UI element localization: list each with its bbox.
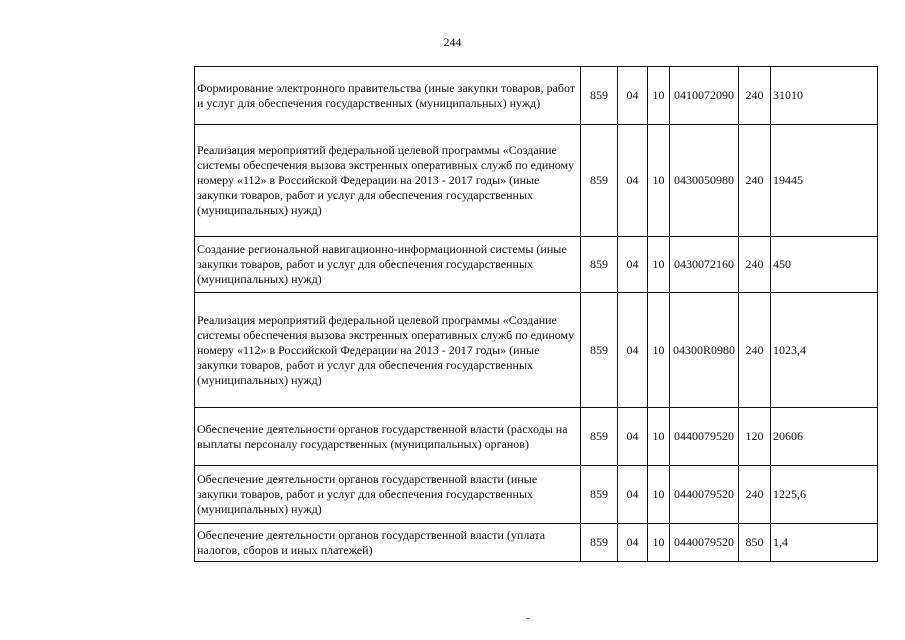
target-article-code: 0430072160 [670,237,739,293]
row-description: Формирование электронного правительства (иные закупки товаров, работ и услуг для обеспечения государственных (муниципальных) нужд) [195,67,581,125]
row-description: Создание региональной навигационно-информационной системы (иные закупки товаров, работ и услуг для обеспечения государственных (муниципальных) нужд) [195,237,581,293]
amount: 1,4 [771,524,878,562]
table-row [195,237,878,293]
row-description: Реализация мероприятий федеральной целевой программы «Создание системы обеспечения вызова экстренных оперативных служб по единому номеру «112» в Российской Федерации на 2013 - 2017 годы» (иные закупки товаров, работ и услуг для обеспечения государственных (муниципальных) нужд) [195,125,581,237]
ministry-code: 859 [581,293,618,408]
target-article-code: 04300R0980 [670,293,739,408]
expense-type-code: 240 [739,125,771,237]
ministry-code: 859 [581,237,618,293]
subsection-code: 10 [648,67,670,125]
row-description: Обеспечение деятельности органов государственной власти (иные закупки товаров, работ и услуг для обеспечения государственных (муниципальных) нужд) [195,466,581,524]
scan-mark [527,618,529,619]
amount: 450 [771,237,878,293]
row-description: Реализация мероприятий федеральной целевой программы «Создание системы обеспечения вызова экстренных оперативных служб по единому номеру «112» в Российской Федерации на 2013 - 2017 годы» (иные закупки товаров, работ и услуг для обеспечения государственных (муниципальных) нужд) [195,293,581,408]
section-code: 04 [618,524,648,562]
budget-table [194,66,878,562]
subsection-code: 10 [648,125,670,237]
table-row [195,466,878,524]
ministry-code: 859 [581,466,618,524]
section-code: 04 [618,466,648,524]
expense-type-code: 120 [739,408,771,466]
row-description: Обеспечение деятельности органов государственной власти (уплата налогов, сборов и иных платежей) [195,524,581,562]
ministry-code: 859 [581,408,618,466]
expense-type-code: 240 [739,237,771,293]
amount: 1023,4 [771,293,878,408]
subsection-code: 10 [648,466,670,524]
table-row [195,67,878,125]
subsection-code: 10 [648,408,670,466]
row-description: Обеспечение деятельности органов государственной власти (расходы на выплаты персоналу государственных (муниципальных) органов) [195,408,581,466]
table-row [195,524,878,562]
ministry-code: 859 [581,125,618,237]
amount: 31010 [771,67,878,125]
target-article-code: 0440079520 [670,524,739,562]
subsection-code: 10 [648,293,670,408]
table-row [195,293,878,408]
target-article-code: 0430050980 [670,125,739,237]
page-number: 244 [443,35,462,49]
amount: 1225,6 [771,466,878,524]
target-article-code: 0440079520 [670,466,739,524]
target-article-code: 0440079520 [670,408,739,466]
amount: 20606 [771,408,878,466]
expense-type-code: 240 [739,466,771,524]
table-row [195,408,878,466]
expense-type-code: 850 [739,524,771,562]
subsection-code: 10 [648,524,670,562]
subsection-code: 10 [648,237,670,293]
section-code: 04 [618,67,648,125]
section-code: 04 [618,293,648,408]
expense-type-code: 240 [739,293,771,408]
section-code: 04 [618,125,648,237]
section-code: 04 [618,237,648,293]
expense-type-code: 240 [739,67,771,125]
ministry-code: 859 [581,524,618,562]
ministry-code: 859 [581,67,618,125]
amount: 19445 [771,125,878,237]
section-code: 04 [618,408,648,466]
table-row [195,125,878,237]
target-article-code: 0410072090 [670,67,739,125]
